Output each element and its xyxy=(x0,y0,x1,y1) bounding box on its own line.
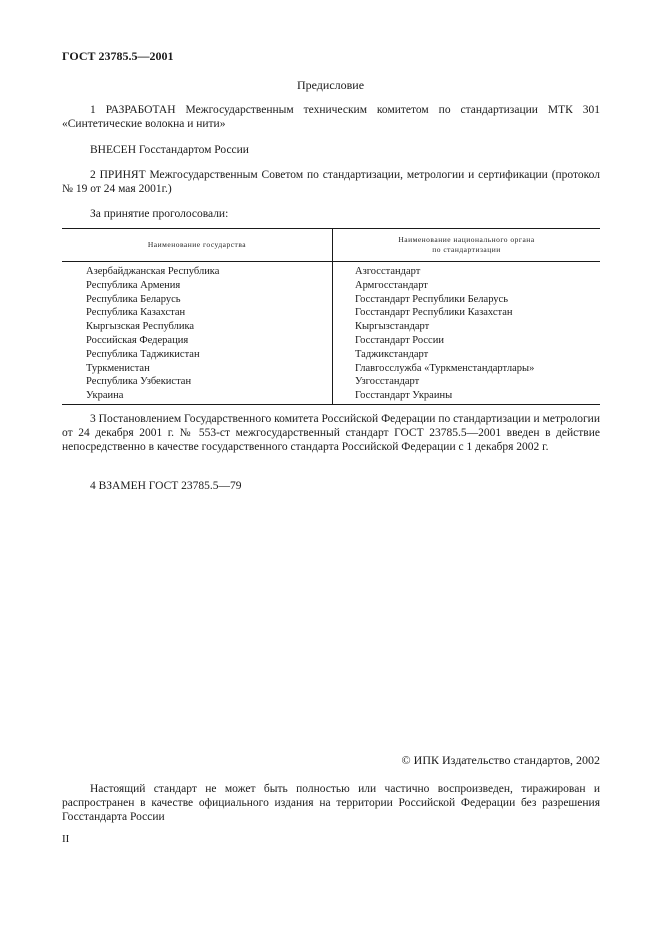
table-row xyxy=(62,348,600,362)
foreword-title: Предисловие xyxy=(296,78,365,92)
state-cell: Российская Федерация xyxy=(62,334,333,348)
paragraph-resolution: 3 Постановлением Государственного комитета Российской Федерации по стандартизации и метрологии от 24 декабря 2001 г. № 553-ст межгосударственный стандарт ГОСТ 23785.5—2001 введен в действие непосредственно в качестве государственного стандарта Российской Федерации с 1 декабря 2002 г. xyxy=(62,413,600,453)
body-cell: Госстандарт Республики Казахстан xyxy=(355,307,513,319)
state-cell: Азербайджанская Республика xyxy=(62,262,333,279)
paragraph-replaces: 4 ВЗАМЕН ГОСТ 23785.5—79 xyxy=(90,480,242,492)
document-code: ГОСТ 23785.5—2001 xyxy=(62,49,174,63)
state-cell: Украина xyxy=(62,389,333,404)
state-cell: Республика Беларусь xyxy=(62,293,333,307)
body-column-header-line2: по стандартизации xyxy=(432,245,501,254)
table-row xyxy=(62,320,600,334)
table-row xyxy=(62,334,600,348)
body-cell: Госстандарт России xyxy=(355,334,444,346)
paragraph-introduced: ВНЕСЕН Госстандартом России xyxy=(90,144,249,156)
state-cell: Республика Узбекистан xyxy=(62,375,333,389)
state-cell: Республика Казахстан xyxy=(62,306,333,320)
table-header-row xyxy=(62,229,600,262)
state-cell: Республика Армения xyxy=(62,279,333,293)
states-table xyxy=(62,228,600,405)
table-row xyxy=(62,375,600,389)
body-cell: Таджикстандарт xyxy=(355,348,429,360)
body-cell: Главгосслужба «Туркменстандартлары» xyxy=(355,362,535,374)
body-cell: Азгосстандарт xyxy=(355,266,421,277)
body-cell: Кыргызстандарт xyxy=(355,321,430,333)
state-cell: Туркменистан xyxy=(62,362,333,376)
reproduction-notice: Настоящий стандарт не может быть полностью или частично воспроизведен, тиражирован и распространен в качестве официального издания на территории Российской Федерации без разрешения Госстандарта России xyxy=(62,783,600,823)
table-row xyxy=(62,262,600,279)
table-row xyxy=(62,306,600,320)
body-cell: Узгосстандарт xyxy=(355,376,420,388)
table-row xyxy=(62,362,600,376)
table-row xyxy=(62,293,600,307)
body-cell: Госстандарт Украины xyxy=(333,389,601,404)
paragraph-adopted: 2 ПРИНЯТ Межгосударственным Советом по стандартизации, метрологии и сертификации (протокол № 19 от 24 мая 2001г.) xyxy=(62,169,600,195)
body-column-header-line1: Наименование национального органа xyxy=(398,235,535,244)
state-cell: Республика Таджикистан xyxy=(62,348,333,362)
body-column-header xyxy=(333,229,601,262)
state-column-header: Наименование государства xyxy=(62,229,333,262)
copyright-notice: © ИПК Издательство стандартов, 2002 xyxy=(401,753,600,767)
body-cell: Госстандарт Республики Беларусь xyxy=(355,293,509,305)
paragraph-voted: За принятие проголосовали: xyxy=(90,208,229,220)
state-cell: Кыргызская Республика xyxy=(62,320,333,334)
table-row xyxy=(62,279,600,293)
page-number: II xyxy=(62,833,70,845)
body-cell: Армгосстандарт xyxy=(355,279,428,291)
table-row xyxy=(62,389,600,404)
paragraph-developed: 1 РАЗРАБОТАН Межгосударственным техническим комитетом по стандартизации МТК 301 «Синтетические волокна и нити» xyxy=(62,104,600,130)
